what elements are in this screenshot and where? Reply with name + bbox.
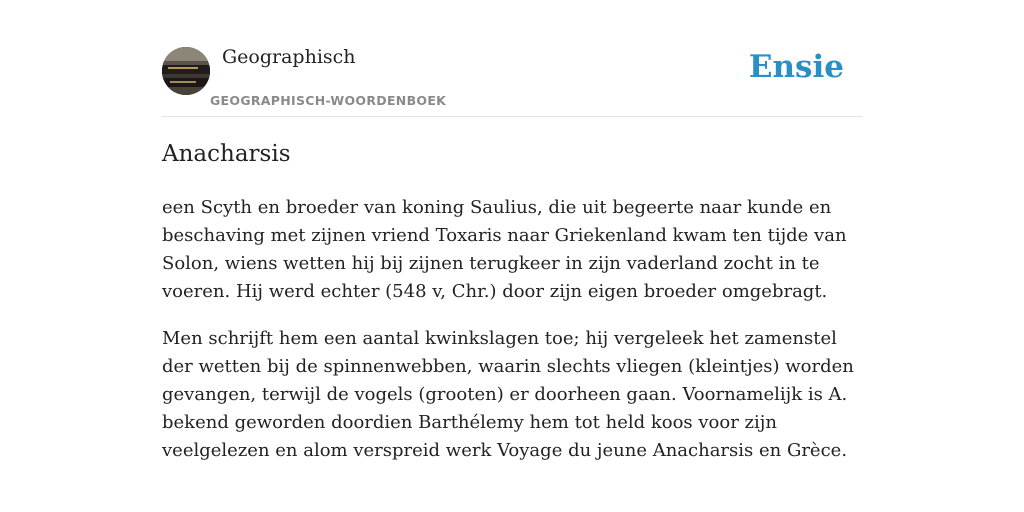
source-subtitle[interactable]: GEOGRAPHISCH-WOORDENBOEK	[210, 93, 447, 108]
source-title[interactable]: Geographisch	[222, 46, 356, 68]
book-spines-icon[interactable]	[162, 47, 210, 95]
article	[162, 138, 862, 484]
article-paragraph: Men schrijft hem een aantal kwinkslagen toe; hij vergeleek het zamenstel der wetten bij de spinnenwebben, waarin slechts vliegen (kleintjes) worden gevangen, terwijl de vogels (grooten) er doorheen gaan. Voornamelijk is A. bekend geworden doordien Barthélemy hem tot held koos voor zijn veelgelezen en alom verspreid werk Voyage du jeune Anacharsis en Grèce.	[162, 328, 854, 461]
brand-logo[interactable]: Ensie	[748, 49, 844, 85]
article-paragraph: een Scyth en broeder van koning Saulius, die uit begeerte naar kunde en beschaving met zijnen vriend Toxaris naar Griekenland kwam ten tijde van Solon, wiens wetten hij bij zijnen terugkeer in zijn vaderland zocht in te voeren. Hij werd echter (548 v, Chr.) door zijn eigen broeder omgebragt.	[162, 197, 847, 302]
article-title: Anacharsis	[162, 141, 291, 167]
source-header	[162, 40, 862, 117]
